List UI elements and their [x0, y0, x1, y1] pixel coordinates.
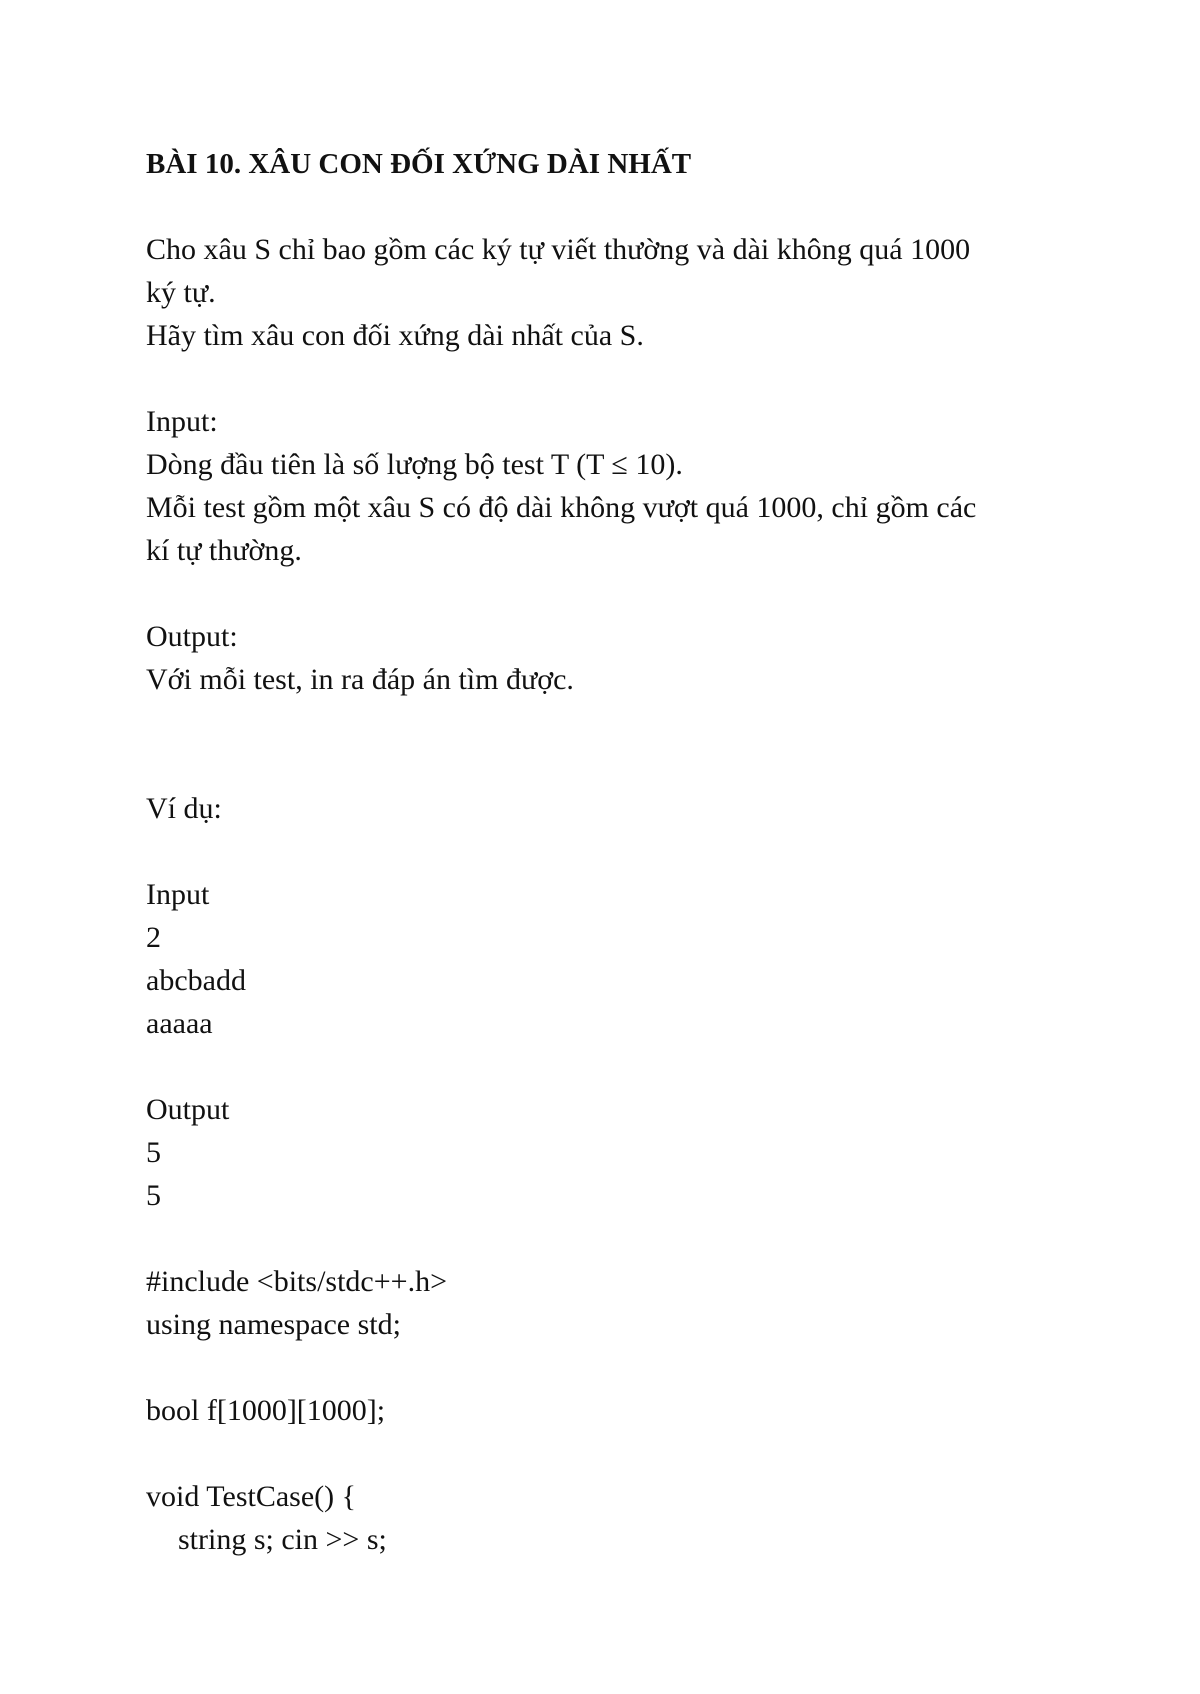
code-line-array: bool f[1000][1000]; — [146, 1394, 386, 1427]
code-line-include: #include <bits/stdc++.h> — [146, 1265, 447, 1298]
output-heading: Output: — [146, 620, 238, 653]
example-input-line-3: aaaaa — [146, 1007, 213, 1040]
example-input-line-2: abcbadd — [146, 964, 246, 997]
code-line-namespace: using namespace std; — [146, 1308, 401, 1341]
example-output-line-1: 5 — [146, 1136, 161, 1169]
input-line-2: Mỗi test gồm một xâu S có độ dài không vượt quá 1000, chỉ gồm các — [146, 491, 977, 524]
input-line-3: kí tự thường. — [146, 534, 302, 567]
description-line-2: ký tự. — [146, 276, 216, 309]
code-line-read: string s; cin >> s; — [178, 1523, 387, 1556]
input-line-1: Dòng đầu tiên là số lượng bộ test T (T ≤ 10). — [146, 448, 683, 481]
description-line-3: Hãy tìm xâu con đối xứng dài nhất của S. — [146, 319, 644, 352]
example-input-line-1: 2 — [146, 921, 161, 954]
input-heading: Input: — [146, 405, 218, 438]
code-line-function: void TestCase() { — [146, 1480, 357, 1513]
problem-title: BÀI 10. XÂU CON ĐỐI XỨNG DÀI NHẤT — [146, 148, 692, 180]
output-line-1: Với mỗi test, in ra đáp án tìm được. — [146, 663, 574, 696]
description-line-1: Cho xâu S chỉ bao gồm các ký tự viết thường và dài không quá 1000 — [146, 233, 971, 266]
example-heading: Ví dụ: — [146, 792, 222, 825]
example-input-label: Input — [146, 878, 210, 911]
example-output-label: Output — [146, 1093, 230, 1126]
example-output-line-2: 5 — [146, 1179, 161, 1212]
